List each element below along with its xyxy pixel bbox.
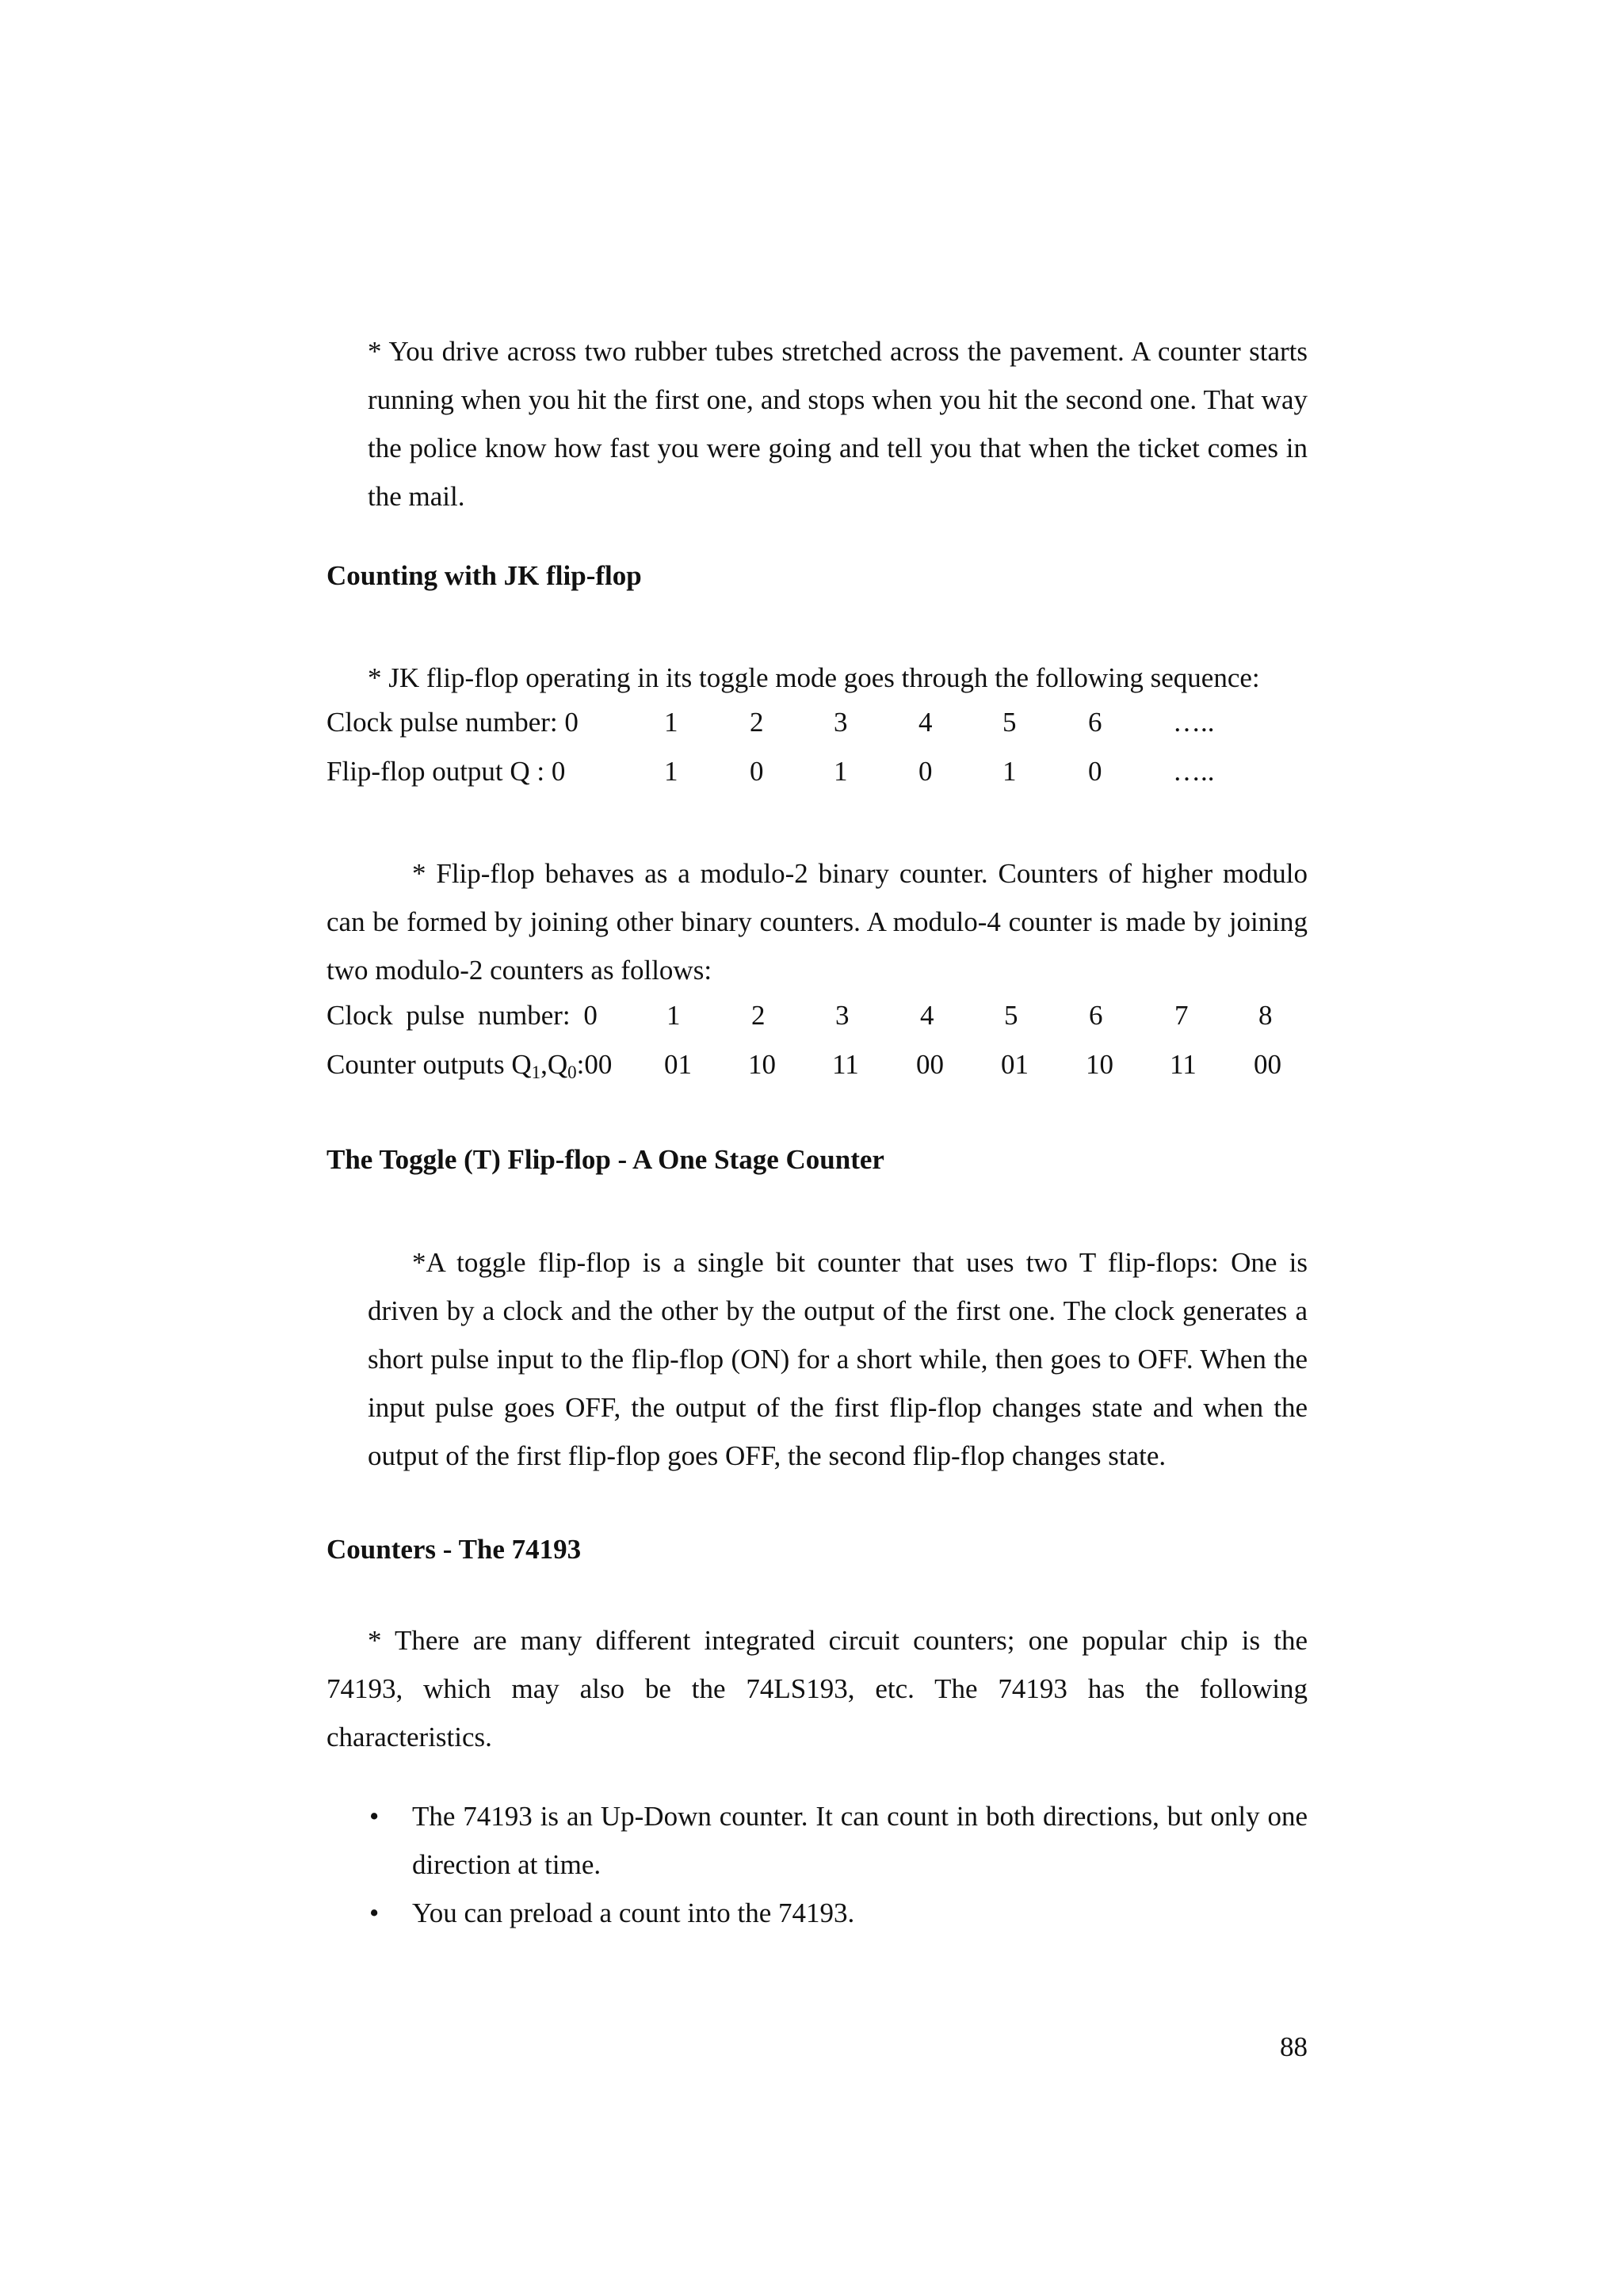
paragraph-jk-sequence: * JK flip-flop operating in its toggle mode goes through the following sequence: — [368, 662, 1260, 693]
table2-row-label: Clock pulse number: 0 — [327, 1000, 598, 1031]
table1-cell: 0 — [1088, 756, 1102, 787]
paragraph-rubber-tubes: * You drive across two rubber tubes stretched across the pavement. A counter starts running when you hit the first one, and stops when you hit the second one. That way the police know how fast you were going and tell you that when the ticket comes in the mail. — [368, 336, 1308, 512]
table2-cell: 2 — [751, 1000, 766, 1031]
table2-cell: 11 — [1170, 1049, 1197, 1080]
paragraph-74193-intro: * There are many different integrated circuit counters; one popular chip is the 74193, which may also be the 74LS193, etc. The 74193 has the following characteristics. — [327, 1625, 1308, 1753]
table2-cell: 1 — [666, 1000, 681, 1031]
bullet-icon: • — [369, 1897, 380, 1928]
table1-row-label: Clock pulse number: 0 — [327, 707, 579, 738]
table2-cell: 10 — [748, 1049, 776, 1080]
list-item-text: You can preload a count into the 74193. — [412, 1897, 855, 1928]
table2-cell: 3 — [835, 1000, 850, 1031]
table1-cell: 1 — [664, 756, 678, 787]
table2-cell: 01 — [1001, 1049, 1029, 1080]
table1-cell: 5 — [1002, 707, 1017, 738]
table2-cell: 01 — [664, 1049, 692, 1080]
table1-cell: ….. — [1173, 707, 1215, 738]
table2-cell: 7 — [1174, 1000, 1189, 1031]
list-item — [368, 1889, 1308, 1937]
table2-row-label: Counter outputs $Q_1,Q_0:00$ — [327, 1049, 613, 1082]
table1-cell: 1 — [834, 756, 848, 787]
heading-counting-jk: Counting with JK flip-flop — [327, 560, 642, 591]
table2-cell: 11 — [832, 1049, 859, 1080]
table2-cell: 10 — [1086, 1049, 1113, 1080]
list-item — [368, 1792, 1308, 1889]
paragraph-modulo-counter: * Flip-flop behaves as a modulo-2 binary counter. Counters of higher modulo can be formed by joining other binary counters. A modulo-4 counter is made by joining two modulo-2 counters as follows: — [327, 858, 1308, 986]
table2-cell: 00 — [916, 1049, 944, 1080]
table1-cell: 4 — [918, 707, 933, 738]
table1-cell: 0 — [750, 756, 764, 787]
table1-cell: 1 — [664, 707, 678, 738]
characteristics-list — [368, 1792, 1308, 1937]
table2-cell: 4 — [920, 1000, 934, 1031]
table2-cell: 6 — [1089, 1000, 1103, 1031]
table2-cell: 8 — [1258, 1000, 1273, 1031]
table2-cell: 5 — [1004, 1000, 1018, 1031]
table1-cell: 2 — [750, 707, 764, 738]
table1-cell: 6 — [1088, 707, 1102, 738]
heading-counters-74193: Counters - The 74193 — [327, 1534, 582, 1565]
table1-cell: 0 — [918, 756, 933, 787]
table1-cell: 1 — [1002, 756, 1017, 787]
list-item-text: The 74193 is an Up-Down counter. It can count in both directions, but only one direction at time. — [412, 1801, 1308, 1880]
heading-toggle-flipflop: The Toggle (T) Flip-flop - A One Stage Counter — [327, 1144, 884, 1175]
page-number: 88 — [1280, 2031, 1308, 2062]
table1-cell: ….. — [1173, 756, 1215, 787]
table2-cell: 00 — [1254, 1049, 1281, 1080]
paragraph-toggle-flipflop: *A toggle flip-flop is a single bit counter that uses two T flip-flops: One is driven by a clock and the other by the output of the first one. The clock generates a short pulse input to the flip-flop (ON) for a short while, then goes to OFF. When the input pulse goes OFF, the output of the first flip-flop changes state and when the output of the first flip-flop goes OFF, the second flip-flop changes state. — [368, 1247, 1308, 1471]
bullet-icon: • — [369, 1801, 380, 1832]
table1-cell: 3 — [834, 707, 848, 738]
table1-row-label: Flip-flop output Q : 0 — [327, 756, 566, 787]
